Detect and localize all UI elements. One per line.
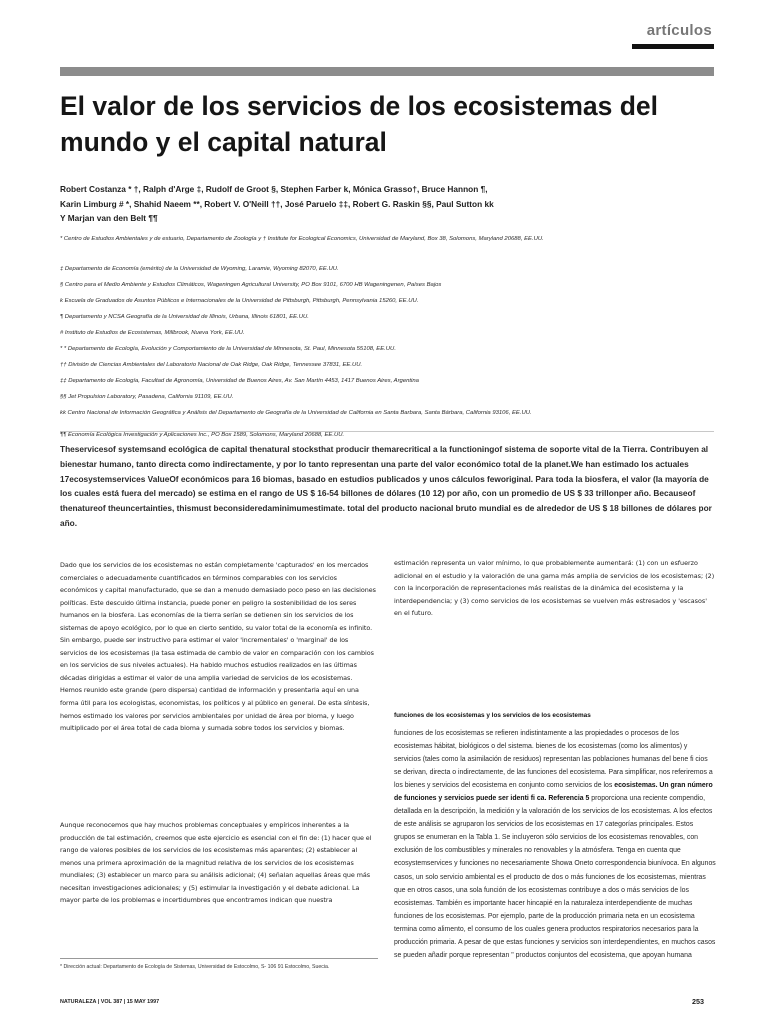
section-label: artículos xyxy=(646,22,712,39)
footnote-divider xyxy=(60,958,378,959)
affiliation: # Instituto de Estudios de Ecosistemas, Millbrook, Nueva York, EE.UU. xyxy=(60,330,245,336)
affiliation: ‡‡ Departamento de Ecología, Facultad de Agronomía, Universidad de Buenos Aires, Av. San Martín 4453, 1417 Buenos Aires, Argentina xyxy=(60,378,419,384)
article-title: El valor de los servicios de los ecosistemas del mundo y el capital natural xyxy=(60,91,659,157)
author-line: Karin Limburg # *, Shahid Naeem **, Robert V. O'Neill ††, José Paruelo ‡‡, Robert G. Raskin §§, Paul Sutton kk xyxy=(60,198,494,209)
affiliation: § Centro para el Medio Ambiente y Estudios Climáticos, Wageningen Agricultural University, PO Box 9101, 6700 HB Wageningenen, Países Bajos xyxy=(60,282,442,288)
body-text: funciones de los ecosistemas se refieren indistintamente a las propiedades o procesos de los ecosistemas hábitat, biológicos o del sistema. bienes de los ecosistemas (como los alimentos) y servicios (tales como la asimilación de residuos) representan las poblaciones humanas del bene fi cios se derivan, directa o indirectamente, de las funciones del ecosistema. Para simplificar, nos referiremos a los bienes y servicios del ecosistema en conjunto como servicios de los xyxy=(394,730,713,790)
section-heading: funciones de los ecosistemas y los servicios de los ecosistemas xyxy=(394,712,591,719)
affiliation: ¶¶ Economía Ecológica Investigación y Aplicaciones Inc., PO Box 1589, Solomons, Maryland 20688, EE.UU. xyxy=(60,432,345,438)
affiliation: * * Departamento de Ecología, Evolución y Comportamiento de la Universidad de Minnesota, St. Paul, Minnesota 55108, EE.UU. xyxy=(60,346,396,352)
affiliation: kk Centro Nacional de Información Geográfica y Análisis del Departamento de Geografía de la Universidad de California en Santa Barbara, Santa Bárbara, California 93106, EE.UU. xyxy=(60,410,532,416)
body-paragraph: Dado que los servicios de los ecosistemas no están completamente 'capturados' en los mercados comerciales o adecuadamente cuantificados en términos comparables con los servicios económicos y capital manufacturado, que se dan a menudo demasiado poco peso en las decisiones políticas. Este descuido última instancia, puede poner en peligro la sostenibilidad de los seres humanos en la biosfera. Las economías de la tierra serían se detienen sin los servicios de los sistemas de apoyo ecológico, por lo que en cierto sentido, su valor total de la economía es infinito. Sin embargo, puede ser instructivo para estimar el valor 'incrementales' o 'marginal' de los servicios de los ecosistemas (la tasa estimada de cambio de valor en comparación con los cambios en los servicios de sus niveles actuales). Ha habido muchos estudios realizados en las últimas décadas dirigidas a estimar el valor de una amplia variedad de servicios de los ecosistemas. Hemos reunido este grande (pero dispersa) cantidad de información y presentarla aquí en una forma útil para los ecologistas, economistas, los políticos y al público en general. De esta síntesis, hemos estimado los valores por servicios ambientales por unidad de área por bioma, y luego multiplicado por el área total de cada bioma y sumada sobre todos los servicios y biomas. xyxy=(60,561,376,733)
author-list xyxy=(60,182,720,226)
header-gray-bar xyxy=(60,67,714,76)
affiliation: * Centro de Estudios Ambientales y de estuario, Departamento de Zoología y † Institute for Ecological Economics, Universidad de Maryland, Box 38, Solomons, Maryland 20688, EE.UU. xyxy=(60,236,544,242)
body-text-bold: ecosistemas. Un gran número de funciones y servicios puede ser identi fi ca. Referencia 5 xyxy=(394,782,713,803)
affiliation: ‡ Departamento de Economía (emérito) de la Universidad de Wyoming, Laramie, Wyoming 82070, EE.UU. xyxy=(60,266,339,272)
body-text: proporciona una reciente compendio, detallada en la descripción, la medición y la valoración de los servicios de los ecosistemas. A los efectos de este análisis se agruparon los servicios de los ecosistemas en 17 categorías principales. Estos grupos se enumeran en la Tabla 1. Se incluyeron sólo servicios de los ecosistemas renovables, con exclusión de los combustibles y minerales no renovables y la atmósfera. Tenga en cuenta que ecosystemservices y funciones no necesariamente Showa Oneto correspondencia biunívoca. En algunos casos, un solo servicio ambiental es el producto de dos o más funciones de los ecosistemas, mientras que en otros casos, una sola función de los ecosistemas contribuye a dos o más servicios de los ecosistemas. También es importante hacer hincapié en la naturaleza interdependiente de muchas funciones de los ecosistemas. Por ejemplo, parte de la producción primaria neta en un ecosistema termina como alimento, el consumo de los cuales genera productos respiratorios necesarios para la producción primaria. A pesar de que estas funciones y servicios son interdependientes, en muchos casos se pueden añadir porque representan " productos conjuntos del ecosistema, que apoyan humana xyxy=(394,795,716,959)
body-paragraph: Aunque reconocemos que hay muchos problemas conceptuales y empíricos inherentes a la producción de tal estimación, creemos que este ejercicio es esencial con el fin de: (1) hacer que el rango de valores posibles de los servicios de los ecosistemas más aparentes; (2) establecer al menos una primera aproximación de la magnitud relativa de los servicios de los ecosistemas mundiales; (3) establecer un marco para su análisis adicional; (4) señalan aquellas áreas que más necesitan investigaciones adicionales; y (5) estimular la investigación y el debate adicional. La mayor parte de los problemas e incertidumbres que encontramos indican que nuestra xyxy=(60,821,372,905)
page-number: 253 xyxy=(692,997,704,1006)
author-line: Y Marjan van den Belt ¶¶ xyxy=(60,213,158,223)
section-underline xyxy=(632,44,714,49)
body-paragraph xyxy=(394,727,716,962)
affiliation: k Escuela de Graduados de Asuntos Públicos e Internacionales de la Universidad de Pittsburgh, Pittsburgh, Pennsylvania 15260, EE.UU. xyxy=(60,298,419,304)
affiliation: §§ Jet Propulsion Laboratory, Pasadena, California 91109, EE.UU. xyxy=(60,394,234,400)
footnote: * Dirección actual: Departamento de Ecología de Sistemas, Universidad de Estocolmo, S- 106 91 Estocolmo, Suecia. xyxy=(60,964,330,970)
affiliation: †† División de Ciencias Ambientales del Laboratorio Nacional de Oak Ridge, Oak Ridge, Tennessee 37831, EE.UU. xyxy=(60,362,363,368)
body-paragraph: estimación representa un valor mínimo, lo que probablemente aumentará: (1) con un esfuerzo adicional en el estudio y la valoración de una gama más amplia de servicios de los ecosistemas; (2) con la incorporación de representaciones más realistas de la dinámica del ecosistema y la interdependencia; y (3) como servicios de los ecosistemas se vuelven más estresados y 'escasos' en el futuro. xyxy=(394,559,715,618)
abstract-divider xyxy=(60,431,714,432)
abstract: Theservicesof systemsand ecológica de capital thenatural stocksthat producir themarecritical a la functioningof sistema de soporte vital de la Tierra. Contribuyen al bienestar humano, tanto directa como indirectamente, y por lo tanto representan una parte del valor económico total de la planet.We han estimado los actuales 17ecosystemservices ValueOf económicos para 16 biomas, basado en estudios publicados y unos cálculos feworiginal. Para toda la biosfera, el valor (la mayoría de los cuales está fuera del mercado) se estima en el rango de US $ 16-54 billones de dólares (10 12) por año, con un promedio de US $ 33 trillonper año. Becauseof thenatureof theuncertainties, thismust beconsideredaminimumestimate. total del producto nacional bruto mundial es de alrededor de US $ 18 billones de dólares por año. xyxy=(60,444,712,528)
affiliation: ¶ Departamento y NCSA Geografía de la Universidad de Illinois, Urbana, Illinois 61801, EE.UU. xyxy=(60,314,309,320)
journal-citation: NATURALEZA | VOL 387 | 15 MAY 1997 xyxy=(60,999,160,1005)
author-line: Robert Costanza * †, Ralph d'Arge ‡, Rudolf de Groot §, Stephen Farber k, Mónica Grasso†, Bruce Hannon ¶, xyxy=(60,184,488,194)
